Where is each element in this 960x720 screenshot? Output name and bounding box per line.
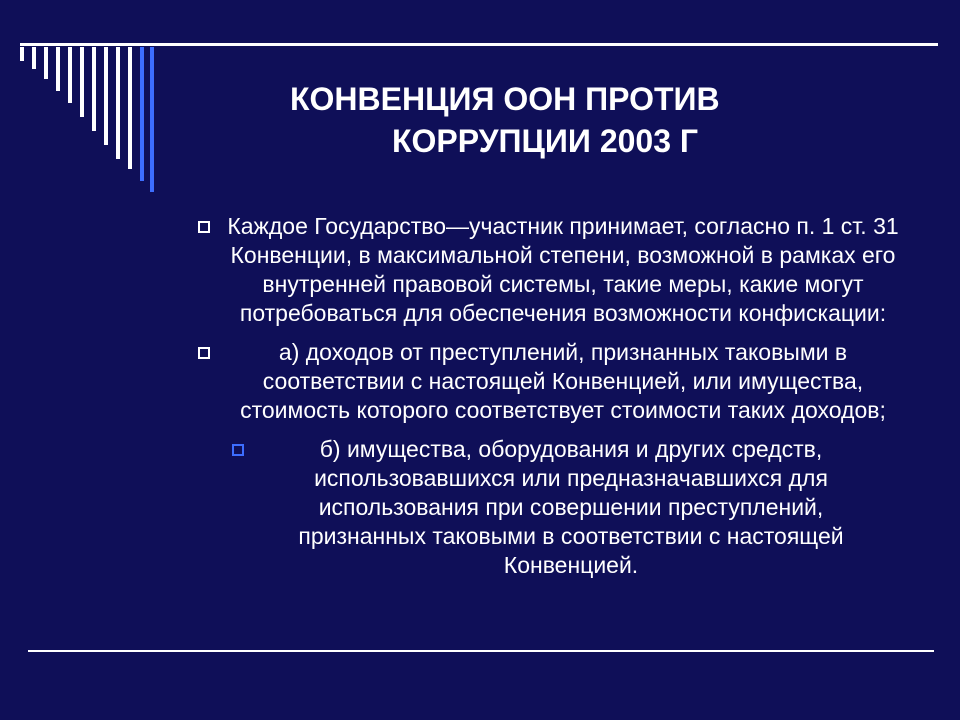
stripe [150,47,154,192]
square-bullet-icon [198,347,210,359]
stripe [140,47,144,181]
list-item-text: б) имущества, оборудования и других средств, использовавшихся или предназначавшихся для использования при совершении преступлений, признанных таковыми в соответствии с настоящей Конвенцией. [298,436,844,578]
stripe [56,47,60,91]
stripe [104,47,108,145]
bottom-rule [28,650,934,652]
bullet-list [190,212,910,590]
list-item [190,338,910,425]
stripe [44,47,48,79]
decorative-stripes [20,47,160,197]
list-item [190,435,910,580]
list-item [190,212,910,328]
top-rule [20,43,938,46]
stripe [20,47,24,61]
square-bullet-icon [198,221,210,233]
title-line-2: КОРРУПЦИИ 2003 Г [391,123,699,159]
stripe [32,47,36,69]
stripe [80,47,84,117]
stripe [128,47,132,169]
slide-title [230,78,830,162]
stripe [68,47,72,103]
title-line-1: КОНВЕНЦИЯ ООН ПРОТИВ [290,81,720,117]
stripe [116,47,120,159]
list-item-text: Каждое Государство—участник принимает, согласно п. 1 ст. 31 Конвенции, в максимальной степени, возможной в рамках его внутренней правовой системы, такие меры, какие могут потребоваться для обеспечения возможности конфискации: [227,213,899,326]
stripe [92,47,96,131]
list-item-text: а) доходов от преступлений, признанных таковыми в соответствии с настоящей Конвенцией, или имущества, стоимость которого соответствует стоимости таких доходов; [240,339,886,423]
square-bullet-icon [232,444,244,456]
